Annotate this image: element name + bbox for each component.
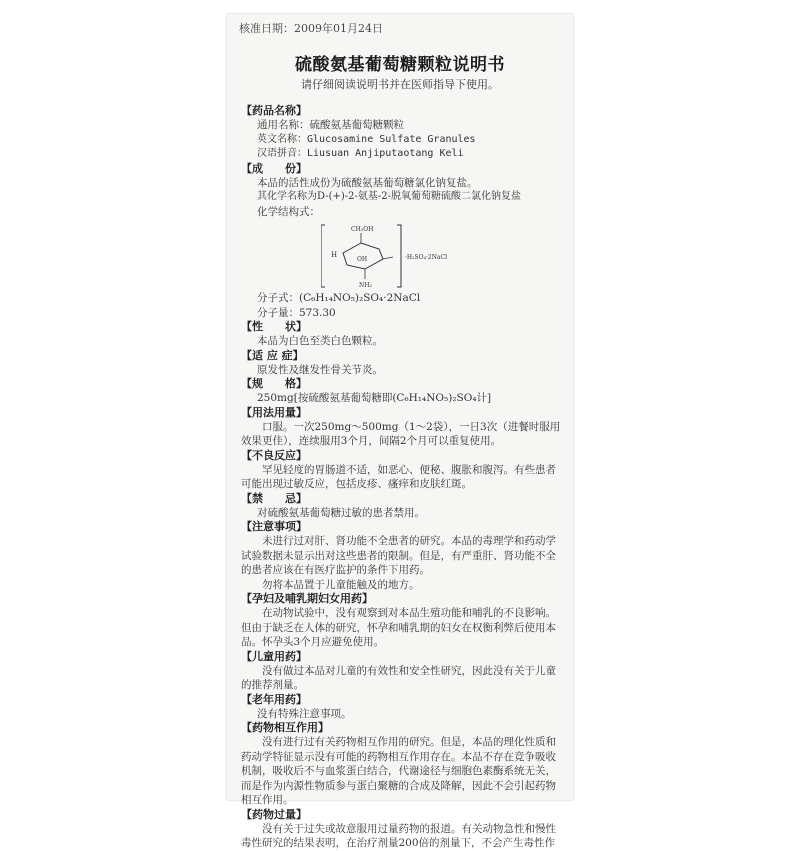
section-heading-drug-name: 【药品名称】: [241, 104, 307, 117]
composition-text-1: 本品的活性成份为硫酸氨基葡萄糖氯化钠复盐。: [257, 176, 478, 189]
document-subtitle: 请仔细阅读说明书并在医师指导下使用。: [301, 78, 499, 91]
insert-body: [241, 104, 563, 851]
approval-date: 核准日期：2009年01月24日: [239, 22, 383, 35]
structure-diagram: [321, 221, 521, 291]
caution-text-1: 未进行过对肝、肾功能不全患者的研究。本品的毒理学和药动学试验数据未显示出对这些患者的限制。但是，有严重肝、肾功能不全的患者应该在有医疗监护的条件下用药。: [241, 535, 556, 576]
structure-salt: ·H₂SO₄·2NaCl: [405, 254, 448, 261]
section-heading-character: 【性 状】: [241, 320, 307, 333]
caution-text-2: 勿将本品置于儿童能触及的地方。: [262, 578, 420, 591]
composition-text-3: 化学结构式：: [257, 205, 320, 218]
section-heading-adverse: 【不良反应】: [241, 448, 307, 462]
adverse-text: 罕见轻度的胃肠道不适，如恶心、便秘、腹胀和腹泻。有些患者可能出现过敏反应，包括皮疹、瘙痒和皮肤红斑。: [241, 463, 556, 490]
children-text: 没有做过本品对儿童的有效性和安全性研究，因此没有关于儿童的推荐剂量。: [241, 664, 556, 691]
structure-h: H: [331, 251, 338, 259]
package-insert-sheet: [227, 14, 573, 849]
molecular-weight: 分子量：573.30: [257, 306, 336, 319]
section-heading-contraindication: 【禁 忌】: [241, 491, 307, 505]
section-heading-children: 【儿童用药】: [241, 649, 307, 663]
section-heading-elderly: 【老年用药】: [241, 692, 307, 706]
pregnancy-text: 在动物试验中，没有观察到对本品生殖功能和哺乳的不良影响。但由于缺乏在人体的研究，怀孕和哺乳期的妇女在权衡利弊后使用本品。怀孕头3个月应避免使用。: [241, 607, 556, 648]
character-text: 本品为白色至类白色颗粒。: [257, 335, 383, 347]
structure-ch2oh: CH₂OH: [351, 226, 374, 233]
interaction-text: 没有进行过有关药物相互作用的研究。但是，本品的理化性质和药动学特征显示没有可能的药物相互作用存在。本品不存在竞争吸收机制，吸收后不与血浆蛋白结合，代谢途径与细胞色素酶系统无关，而是作为内源性物质参与蛋白聚糖的合成及降解，因此不会引起药物相互作用。: [241, 736, 556, 806]
document-title: 硫酸氨基葡萄糖颗粒说明书: [295, 55, 505, 75]
section-heading-indication: 【适 应 症】: [241, 348, 304, 362]
section-heading-usage: 【用法用量】: [241, 405, 307, 419]
section-heading-interaction: 【药物相互作用】: [241, 721, 329, 734]
overdose-text: 没有关于过失或故意服用过量药物的报道。有关动物急性和慢性毒性研究的结果表明，在治疗剂量200倍的剂量下，不会产生毒性作: [241, 822, 556, 849]
section-heading-pregnancy: 【孕妇及哺乳期妇女用药】: [241, 592, 373, 605]
section-heading-composition: 【成 份】: [241, 161, 307, 175]
structure-nh2: NH₂: [359, 282, 372, 289]
indication-text: 原发性及继发性骨关节炎。: [257, 363, 383, 376]
section-heading-spec: 【规 格】: [241, 377, 307, 390]
pinyin-name: 汉语拼音：Liusuan Anjiputaotang Keli: [257, 148, 464, 159]
english-name: 英文名称：Glucosamine Sulfate Granules: [257, 133, 476, 145]
elderly-text: 没有特殊注意事项。: [257, 707, 352, 720]
chemical-structure: [241, 219, 563, 291]
composition-text-2: 其化学名称为D-(+)-2-氨基-2-脱氧葡萄糖硫酸二氯化钠复盐: [257, 191, 522, 202]
common-name: 通用名称：硫酸氨基葡萄糖颗粒: [257, 119, 404, 131]
usage-text: 口服。一次250mg～500mg（1～2袋），一日3次（进餐时服用效果更佳），连续服用3个月，间隔2个月可以重复使用。: [241, 420, 561, 447]
spec-text: 250mg[按硫酸氨基葡萄糖即(C₆H₁₄NO₅)₂SO₄计]: [257, 392, 492, 404]
molecular-formula: 分子式：(C₆H₁₄NO₅)₂SO₄·2NaCl: [257, 292, 421, 304]
contraindication-text: 对硫酸氨基葡萄糖过敏的患者禁用。: [257, 506, 425, 519]
section-heading-overdose: 【药物过量】: [241, 807, 307, 821]
structure-oh: OH: [357, 256, 368, 263]
section-heading-caution: 【注意事项】: [241, 520, 307, 533]
